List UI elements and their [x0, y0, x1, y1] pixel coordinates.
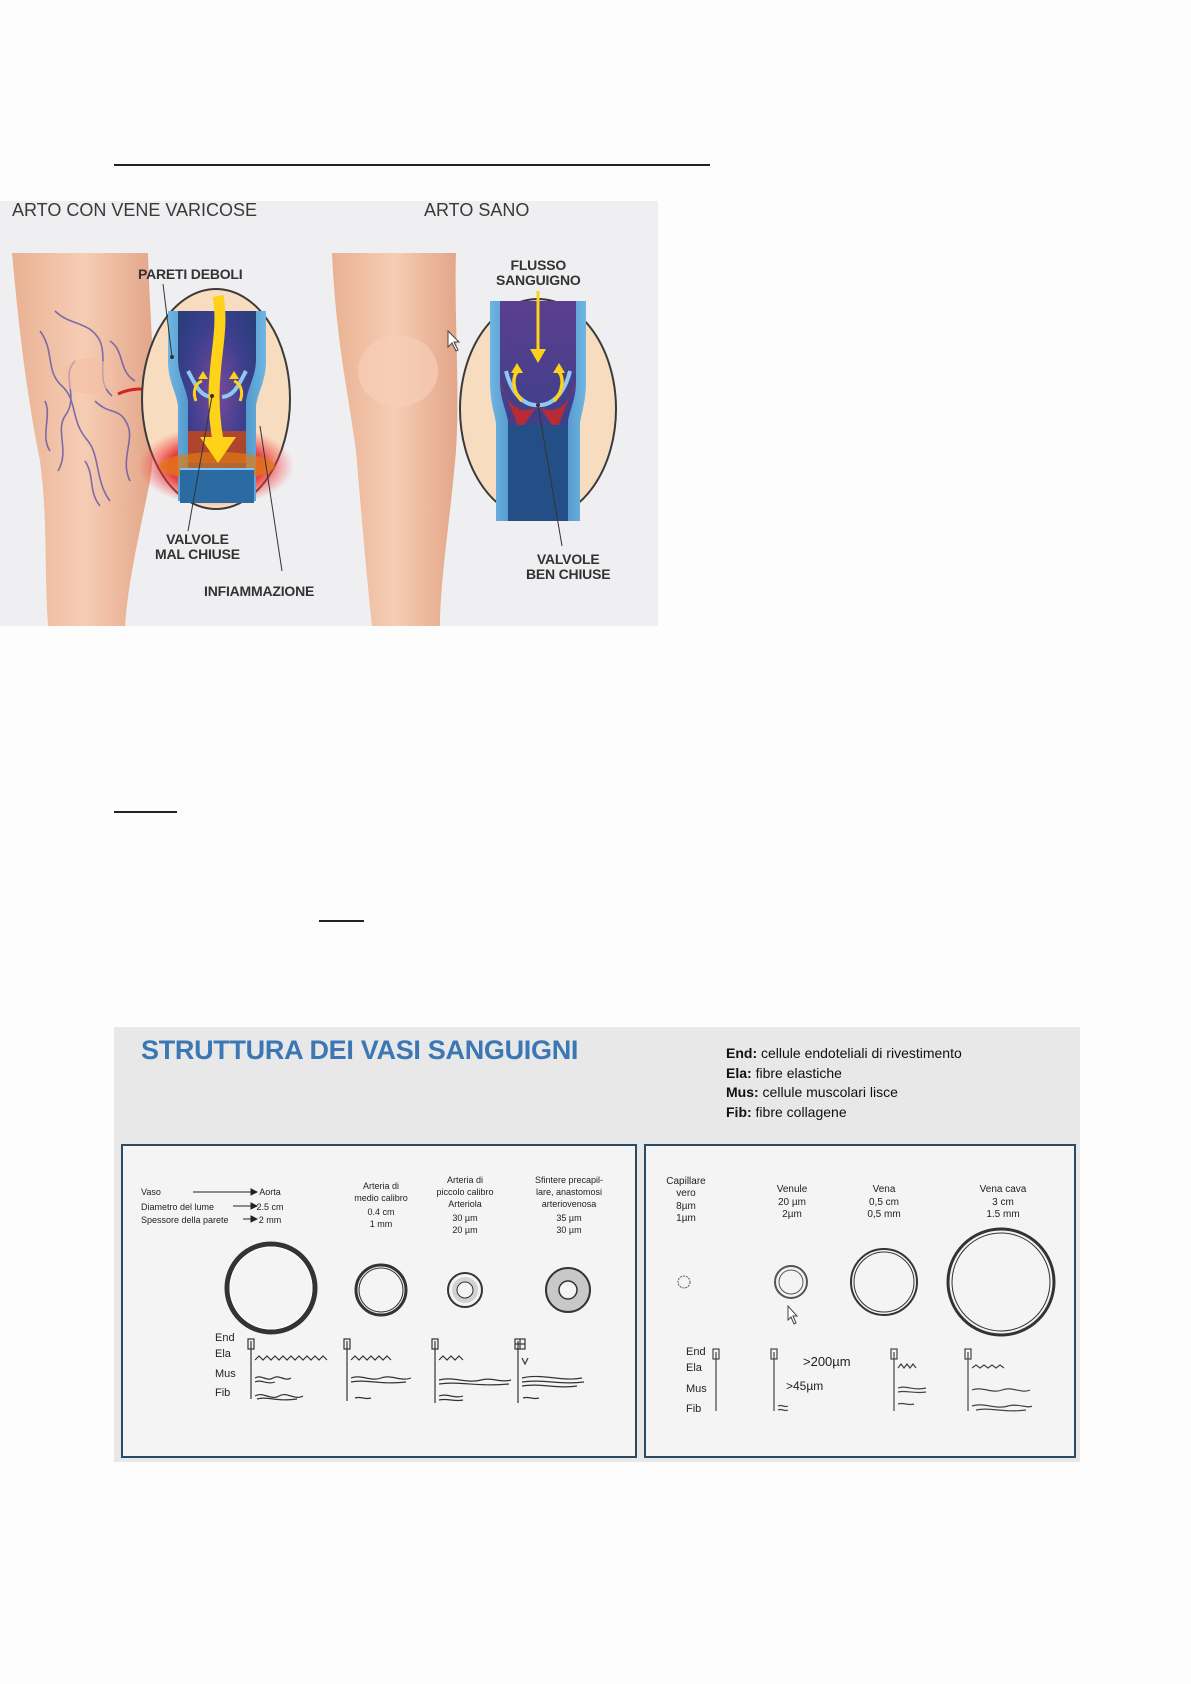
legend-row: Mus: cellule muscolari lisce: [726, 1084, 898, 1100]
vessel-name-vein: Vena: [872, 1184, 896, 1195]
veins-panel: [644, 1144, 1076, 1458]
legend-row: Ela: fibre elastiche: [726, 1064, 842, 1081]
vessel-diameter-sphincter: 35 µm: [556, 1213, 582, 1223]
layer-label-mus-right: Mus: [686, 1383, 707, 1395]
vessel-thickness-capillary: 1µm: [676, 1213, 696, 1224]
vessel-name-capillary: Capillare vero: [666, 1176, 706, 1199]
vessel-name-venule: Venule: [776, 1184, 808, 1195]
vessel-thickness-arteriole: 20 µm: [452, 1225, 478, 1235]
layer-label-fib: Fib: [215, 1387, 231, 1399]
vessel-thickness-vena-cava: 1.5 mm: [986, 1209, 1020, 1220]
vessel-diameter-vena-cava: 3 cm: [992, 1197, 1014, 1208]
vessel-diameter-vein: 0,5 cm: [868, 1197, 899, 1208]
layer-legend: [726, 1044, 962, 1122]
vessel-thickness-vein: 0,5 mm: [867, 1209, 901, 1220]
label-good-valves: VALVOLE BEN CHIUSE: [526, 551, 611, 582]
short-underline-2: [319, 920, 364, 922]
arteries-panel: [121, 1144, 637, 1458]
vessel-diameter-arteriole: 30 µm: [452, 1213, 478, 1223]
layer-label-ela-right: Ela: [686, 1362, 702, 1374]
vessel-structure-figure: [114, 1027, 1080, 1462]
venule-note-2: >45µm: [786, 1379, 824, 1393]
vessel-name-sphincter: Sfintere precapil- lare, anastomosi arteriovenosa: [534, 1175, 604, 1209]
vessel-thickness-medium-artery: 1 mm: [369, 1219, 393, 1229]
vessel-name-vena-cava: Vena cava: [979, 1184, 1027, 1195]
vessel-thickness-venule: 2µm: [782, 1209, 802, 1220]
row-label-vessel: Vaso: [141, 1187, 161, 1197]
vessel-name-arteriole: Arteria di piccolo calibro Arteriola: [436, 1175, 494, 1209]
layer-label-end-right: End: [686, 1346, 706, 1358]
vessel-diameter-aorta: 2.5 cm: [256, 1202, 284, 1212]
row-label-thickness: Spessore della parete: [141, 1215, 229, 1225]
heading-healthy-limb: ARTO SANO: [424, 201, 530, 220]
layer-label-ela: Ela: [215, 1348, 231, 1360]
figure-title: STRUTTURA DEI VASI SANGUIGNI: [141, 1035, 579, 1065]
layer-label-end: End: [215, 1332, 235, 1344]
vessel-thickness-aorta: 2 mm: [258, 1215, 282, 1225]
label-inflammation: INFIAMMAZIONE: [204, 583, 315, 599]
vessel-diameter-capillary: 8µm: [676, 1201, 696, 1212]
venule-note-1: >200µm: [803, 1354, 851, 1369]
vessel-diameter-medium-artery: 0.4 cm: [367, 1207, 395, 1217]
label-bad-valves: VALVOLE MAL CHIUSE: [155, 531, 240, 562]
label-blood-flow: FLUSSO SANGUIGNO: [496, 257, 581, 288]
heading-varicose-limb: ARTO CON VENE VARICOSE: [12, 201, 258, 220]
varicose-veins-illustration: [0, 201, 658, 626]
vessel-name-medium-artery: Arteria di medio calibro: [354, 1181, 408, 1203]
section-underline-top: [114, 164, 710, 166]
short-underline-1: [114, 811, 177, 813]
layer-label-mus: Mus: [215, 1368, 236, 1380]
vessel-name-aorta: Aorta: [259, 1187, 281, 1197]
label-weak-walls: PARETI DEBOLI: [138, 266, 243, 282]
vessel-diameter-venule: 20 µm: [778, 1197, 806, 1208]
legend-row: Fib: fibre collagene: [726, 1103, 847, 1120]
vessel-thickness-sphincter: 30 µm: [556, 1225, 582, 1235]
layer-label-fib-right: Fib: [686, 1403, 702, 1415]
row-label-diameter: Diametro del lume: [141, 1202, 215, 1212]
legend-row: End: cellule endoteliali di rivestimento: [726, 1045, 962, 1061]
